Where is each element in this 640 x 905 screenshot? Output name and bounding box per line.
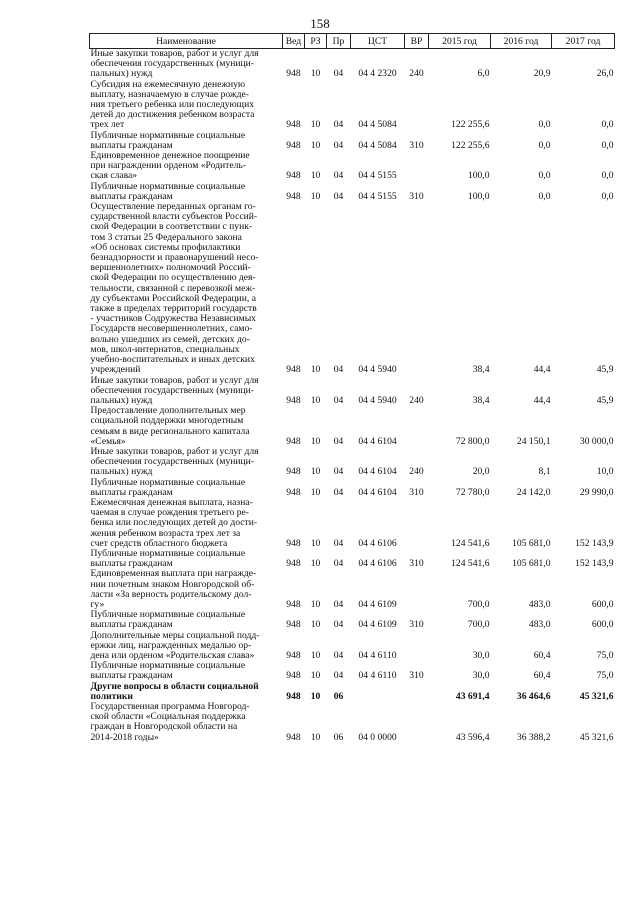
rz-cell: 10 bbox=[310, 170, 321, 182]
rz-cell: 10 bbox=[310, 486, 321, 498]
row-name-cell bbox=[90, 49, 283, 80]
value-2015-cell: 30,0 bbox=[472, 649, 490, 661]
cst-cell: 04 4 6104 bbox=[358, 466, 397, 478]
pr-cell: 04 bbox=[333, 190, 344, 202]
header-ved: Вед bbox=[283, 34, 305, 49]
vr-cell: 310 bbox=[409, 670, 424, 682]
row-name-line: дена или орденом «Родительская слава» bbox=[90, 649, 255, 661]
header-name: Наименование bbox=[90, 34, 283, 49]
value-2017-cell: 152 143,9 bbox=[575, 558, 614, 570]
ved-cell: 948 bbox=[286, 731, 301, 743]
pr-cell: 04 bbox=[333, 435, 344, 447]
row-name-cell bbox=[90, 447, 283, 478]
value-2016-cell: 44,4 bbox=[533, 394, 551, 406]
ved-cell: 948 bbox=[286, 394, 301, 406]
value-2015-cell: 6,0 bbox=[477, 68, 490, 80]
cst-cell: 04 4 6109 bbox=[358, 619, 397, 631]
row-name-line: ния третьего ребенка или последующих bbox=[90, 99, 255, 111]
table-row bbox=[90, 631, 615, 662]
table-row bbox=[90, 549, 615, 569]
row-name-line: чаемая в случае рождения третьего ре- bbox=[90, 507, 249, 519]
table-row bbox=[90, 682, 615, 702]
header-vr: ВР bbox=[405, 34, 429, 49]
row-name-line: при награждении орденом «Родитель- bbox=[90, 160, 246, 172]
row-name-line: - участников Содружества Независимых bbox=[90, 313, 256, 325]
cst-cell: 04 4 5084 bbox=[358, 119, 397, 131]
row-name-cell bbox=[90, 131, 283, 151]
row-name-line: бенка или последующих детей до дости- bbox=[90, 517, 258, 529]
row-name-line: ской области «Социальная поддержка bbox=[90, 711, 246, 723]
row-name-cell bbox=[90, 478, 283, 498]
vr-cell bbox=[405, 406, 429, 447]
rz-cell: 10 bbox=[310, 558, 321, 570]
table-body bbox=[90, 49, 615, 743]
pr-cell: 04 bbox=[333, 68, 344, 80]
row-name-line: Единовременное денежное поощрение bbox=[90, 150, 250, 162]
pr-cell: 04 bbox=[333, 558, 344, 570]
cst-cell: 04 4 5940 bbox=[358, 394, 397, 406]
value-2015-cell: 38,4 bbox=[472, 364, 490, 376]
row-name-cell bbox=[90, 80, 283, 131]
pr-cell: 04 bbox=[333, 394, 344, 406]
table-row bbox=[90, 49, 615, 80]
value-2017-cell: 10,0 bbox=[596, 466, 614, 478]
value-2017-cell: 0,0 bbox=[601, 139, 614, 151]
value-2015-cell: 20,0 bbox=[472, 466, 490, 478]
row-name-line: жения ребенком возраста трех лет за bbox=[90, 527, 241, 539]
row-name-cell bbox=[90, 610, 283, 630]
vr-cell: 240 bbox=[409, 466, 424, 478]
page-number: 158 bbox=[310, 16, 330, 31]
value-2017-cell: 0,0 bbox=[601, 170, 614, 182]
ved-cell: 948 bbox=[286, 68, 301, 80]
table-row bbox=[90, 478, 615, 498]
value-2015-cell: 124 541,6 bbox=[451, 558, 490, 570]
ved-cell: 948 bbox=[286, 537, 301, 549]
table-row bbox=[90, 406, 615, 447]
value-2015-cell: 122 255,6 bbox=[451, 139, 490, 151]
row-name-line: Дополнительные меры социальной подд- bbox=[90, 629, 260, 641]
cst-cell: 04 4 6110 bbox=[358, 670, 397, 682]
rz-cell: 10 bbox=[310, 598, 321, 610]
row-name-line: ская слава» bbox=[90, 170, 138, 182]
table-row bbox=[90, 151, 615, 182]
row-name-line: Субсидия на ежемесячную денежную bbox=[90, 78, 246, 90]
value-2017-cell: 30 000,0 bbox=[579, 435, 614, 447]
value-2015-cell: 700,0 bbox=[467, 598, 490, 610]
ved-cell: 948 bbox=[286, 190, 301, 202]
ved-cell: 948 bbox=[286, 558, 301, 570]
vr-cell bbox=[405, 498, 429, 549]
value-2016-cell: 0,0 bbox=[538, 139, 551, 151]
cst-cell: 04 4 6104 bbox=[358, 435, 397, 447]
row-name-line: Предоставление дополнительных мер bbox=[90, 405, 246, 417]
header-2016: 2016 год bbox=[491, 34, 552, 49]
row-name-line: ской Федерации в соответствии с пунк- bbox=[90, 221, 253, 233]
row-name-line: социальной поддержки многодетным bbox=[90, 415, 244, 427]
row-name-cell bbox=[90, 406, 283, 447]
cst-cell: 04 4 6109 bbox=[358, 598, 397, 610]
value-2016-cell: 483,0 bbox=[528, 598, 551, 610]
row-name-cell bbox=[90, 631, 283, 662]
pr-cell: 04 bbox=[333, 170, 344, 182]
header-2017: 2017 год bbox=[552, 34, 615, 49]
value-2016-cell: 105 681,0 bbox=[512, 537, 551, 549]
pr-cell: 06 bbox=[333, 690, 344, 702]
row-name-line: выплату, назначаемую в случае рожде- bbox=[90, 88, 249, 100]
pr-cell: 04 bbox=[333, 139, 344, 151]
rz-cell: 10 bbox=[310, 619, 321, 631]
pr-cell: 04 bbox=[333, 364, 344, 376]
table-row bbox=[90, 447, 615, 478]
vr-cell bbox=[405, 151, 429, 182]
vr-cell bbox=[405, 202, 429, 375]
value-2017-cell: 600,0 bbox=[591, 619, 614, 631]
value-2015-cell: 43 596,4 bbox=[455, 731, 490, 743]
table-row bbox=[90, 610, 615, 630]
value-2017-cell: 75,0 bbox=[596, 649, 614, 661]
table-row bbox=[90, 702, 615, 743]
value-2017-cell: 75,0 bbox=[596, 670, 614, 682]
row-name-line: вершеннолетних» полномочий Россий- bbox=[90, 262, 251, 274]
value-2016-cell: 24 142,0 bbox=[516, 486, 551, 498]
row-name-line: учебно-воспитательных и иных детских bbox=[90, 354, 255, 366]
row-name-line: выплаты гражданам bbox=[90, 670, 173, 682]
table-row bbox=[90, 182, 615, 202]
row-name-line: сударственной власти субъектов Россий- bbox=[90, 211, 258, 223]
value-2015-cell: 124 541,6 bbox=[451, 537, 490, 549]
row-name-line: Ежемесячная денежная выплата, назна- bbox=[90, 496, 253, 508]
row-name-cell bbox=[90, 702, 283, 743]
row-name-line: Осуществление переданных органам го- bbox=[90, 201, 256, 213]
row-name-line: ской Федерации по осуществлению дея- bbox=[90, 272, 256, 284]
vr-cell: 240 bbox=[409, 68, 424, 80]
row-name-line: Публичные нормативные социальные bbox=[90, 180, 246, 192]
row-name-line: Иные закупки товаров, работ и услуг для bbox=[90, 48, 259, 59]
vr-cell bbox=[405, 569, 429, 610]
row-name-line: Государств несовершеннолетних, само- bbox=[90, 323, 253, 335]
rz-cell: 10 bbox=[310, 670, 321, 682]
rz-cell: 10 bbox=[310, 119, 321, 131]
pr-cell: 04 bbox=[333, 619, 344, 631]
row-name-line: 2014-2018 годы» bbox=[90, 731, 159, 743]
table-row bbox=[90, 131, 615, 151]
rz-cell: 10 bbox=[310, 537, 321, 549]
row-name-line: Публичные нормативные социальные bbox=[90, 609, 246, 621]
rz-cell: 10 bbox=[310, 139, 321, 151]
cst-cell: 04 4 5155 bbox=[358, 190, 397, 202]
cst-cell: 04 4 6106 bbox=[358, 537, 397, 549]
value-2016-cell: 0,0 bbox=[538, 190, 551, 202]
row-name-line: пальных) нужд bbox=[90, 394, 153, 406]
row-name-line: нии почетным знаком Новгородской об- bbox=[90, 578, 255, 590]
row-name-cell bbox=[90, 498, 283, 549]
header-cst: ЦСТ bbox=[351, 34, 405, 49]
value-2017-cell: 45,9 bbox=[596, 364, 614, 376]
rz-cell: 10 bbox=[310, 364, 321, 376]
row-name-cell bbox=[90, 549, 283, 569]
value-2017-cell: 600,0 bbox=[591, 598, 614, 610]
ved-cell: 948 bbox=[286, 170, 301, 182]
value-2016-cell: 60,4 bbox=[533, 670, 551, 682]
rz-cell: 10 bbox=[310, 394, 321, 406]
row-name-line: трех лет bbox=[90, 119, 125, 131]
value-2015-cell: 100,0 bbox=[467, 190, 490, 202]
table-row bbox=[90, 498, 615, 549]
value-2015-cell: 122 255,6 bbox=[451, 119, 490, 131]
rz-cell: 10 bbox=[310, 649, 321, 661]
value-2017-cell: 45 321,6 bbox=[579, 731, 614, 743]
pr-cell: 04 bbox=[333, 119, 344, 131]
vr-cell bbox=[405, 702, 429, 743]
ved-cell: 948 bbox=[286, 670, 301, 682]
vr-cell: 310 bbox=[409, 139, 424, 151]
cst-cell: 04 0 0000 bbox=[358, 731, 397, 743]
table-row bbox=[90, 376, 615, 407]
header-2015: 2015 год bbox=[429, 34, 491, 49]
ved-cell: 948 bbox=[286, 619, 301, 631]
vr-cell: 310 bbox=[409, 190, 424, 202]
row-name-line: Публичные нормативные социальные bbox=[90, 476, 246, 488]
value-2015-cell: 72 780,0 bbox=[455, 486, 490, 498]
table-row bbox=[90, 202, 615, 375]
row-name-line: безнадзорности и правонарушений несо- bbox=[90, 252, 259, 264]
value-2017-cell: 45,9 bbox=[596, 394, 614, 406]
row-name-cell bbox=[90, 182, 283, 202]
value-2015-cell: 38,4 bbox=[472, 394, 490, 406]
value-2016-cell: 24 150,1 bbox=[516, 435, 551, 447]
row-name-line: семьям в виде регионального капитала bbox=[90, 425, 250, 437]
row-name-line: «Семья» bbox=[90, 435, 126, 447]
ved-cell: 948 bbox=[286, 486, 301, 498]
value-2016-cell: 20,9 bbox=[533, 68, 551, 80]
pr-cell: 04 bbox=[333, 670, 344, 682]
ved-cell: 948 bbox=[286, 139, 301, 151]
row-name-line: обеспечения государственных (муници- bbox=[90, 58, 255, 70]
pr-cell: 04 bbox=[333, 537, 344, 549]
vr-cell bbox=[405, 682, 429, 702]
header-pr: Пр bbox=[327, 34, 351, 49]
rz-cell: 10 bbox=[310, 466, 321, 478]
table-row bbox=[90, 569, 615, 610]
vr-cell bbox=[405, 80, 429, 131]
row-name-line: пальных) нужд bbox=[90, 68, 153, 80]
pr-cell: 04 bbox=[333, 466, 344, 478]
row-name-line: также в пределах территорий государств bbox=[90, 303, 257, 315]
row-name-line: Публичные нормативные социальные bbox=[90, 547, 246, 559]
row-name-line: обеспечения государственных (муници- bbox=[90, 456, 255, 468]
row-name-line: выплаты гражданам bbox=[90, 486, 173, 498]
cst-cell: 04 4 2320 bbox=[358, 68, 397, 80]
row-name-cell bbox=[90, 151, 283, 182]
value-2015-cell: 30,0 bbox=[472, 670, 490, 682]
rz-cell: 10 bbox=[310, 435, 321, 447]
cst-cell: 04 4 6104 bbox=[358, 486, 397, 498]
row-name-cell bbox=[90, 376, 283, 407]
ved-cell: 948 bbox=[286, 690, 301, 702]
pr-cell: 04 bbox=[333, 598, 344, 610]
cst-cell: 04 4 5155 bbox=[358, 170, 397, 182]
cst-cell bbox=[351, 682, 405, 702]
vr-cell: 240 bbox=[409, 394, 424, 406]
value-2017-cell: 45 321,6 bbox=[579, 690, 614, 702]
value-2017-cell: 152 143,9 bbox=[575, 537, 614, 549]
row-name-line: граждан в Новгородской области на bbox=[90, 721, 238, 733]
row-name-cell bbox=[90, 661, 283, 681]
value-2015-cell: 43 691,4 bbox=[455, 690, 490, 702]
row-name-line: выплаты гражданам bbox=[90, 190, 173, 202]
row-name-line: гу» bbox=[90, 598, 105, 610]
row-name-line: выплаты гражданам bbox=[90, 139, 173, 151]
cst-cell: 04 4 6106 bbox=[358, 558, 397, 570]
table-row bbox=[90, 80, 615, 131]
ved-cell: 948 bbox=[286, 598, 301, 610]
row-name-line: ласти «За верность родительскому дол- bbox=[90, 588, 252, 600]
value-2016-cell: 44,4 bbox=[533, 364, 551, 376]
table-header-row bbox=[90, 34, 615, 49]
row-name-line: том 3 статьи 25 Федерального закона bbox=[90, 231, 242, 243]
value-2017-cell: 0,0 bbox=[601, 190, 614, 202]
row-name-line: Публичные нормативные социальные bbox=[90, 129, 246, 141]
row-name-cell bbox=[90, 682, 283, 702]
value-2017-cell: 0,0 bbox=[601, 119, 614, 131]
row-name-line: ержки лиц, награжденных медалью ор- bbox=[90, 639, 252, 651]
row-name-line: детей до достижения ребенком возраста bbox=[90, 109, 255, 121]
ved-cell: 948 bbox=[286, 466, 301, 478]
value-2015-cell: 100,0 bbox=[467, 170, 490, 182]
value-2016-cell: 105 681,0 bbox=[512, 558, 551, 570]
value-2016-cell: 36 464,6 bbox=[516, 690, 551, 702]
row-name-line: тельности, связанной с перевозкой меж- bbox=[90, 282, 256, 294]
row-name-line: политики bbox=[90, 690, 133, 702]
rz-cell: 10 bbox=[310, 190, 321, 202]
value-2016-cell: 8,1 bbox=[538, 466, 551, 478]
vr-cell: 310 bbox=[409, 558, 424, 570]
table-row bbox=[90, 661, 615, 681]
ved-cell: 948 bbox=[286, 435, 301, 447]
row-name-line: выплаты гражданам bbox=[90, 558, 173, 570]
rz-cell: 10 bbox=[310, 68, 321, 80]
row-name-line: Иные закупки товаров, работ и услуг для bbox=[90, 445, 259, 457]
value-2016-cell: 0,0 bbox=[538, 170, 551, 182]
row-name-cell bbox=[90, 202, 283, 375]
vr-cell: 310 bbox=[409, 619, 424, 631]
value-2016-cell: 36 388,2 bbox=[516, 731, 551, 743]
value-2015-cell: 72 800,0 bbox=[455, 435, 490, 447]
value-2016-cell: 483,0 bbox=[528, 619, 551, 631]
row-name-line: Иные закупки товаров, работ и услуг для bbox=[90, 374, 259, 386]
row-name-line: «Об основах системы профилактики bbox=[90, 241, 241, 253]
value-2017-cell: 26,0 bbox=[596, 68, 614, 80]
value-2016-cell: 60,4 bbox=[533, 649, 551, 661]
row-name-line: обеспечения государственных (муници- bbox=[90, 384, 255, 396]
ved-cell: 948 bbox=[286, 119, 301, 131]
ved-cell: 948 bbox=[286, 649, 301, 661]
row-name-line: учреждений bbox=[90, 364, 141, 376]
vr-cell: 310 bbox=[409, 486, 424, 498]
row-name-cell bbox=[90, 569, 283, 610]
budget-table bbox=[89, 33, 615, 743]
row-name-line: счет средств областного бюджета bbox=[90, 537, 228, 549]
row-name-line: Единовременная выплата при награжде- bbox=[90, 568, 257, 580]
cst-cell: 04 4 5084 bbox=[358, 139, 397, 151]
row-name-line: Публичные нормативные социальные bbox=[90, 660, 246, 672]
cst-cell: 04 4 6110 bbox=[358, 649, 397, 661]
rz-cell: 10 bbox=[310, 731, 321, 743]
pr-cell: 04 bbox=[333, 649, 344, 661]
cst-cell: 04 4 5940 bbox=[358, 364, 397, 376]
rz-cell: 10 bbox=[310, 690, 321, 702]
row-name-line: Другие вопросы в области социальной bbox=[90, 680, 259, 692]
value-2017-cell: 29 990,0 bbox=[579, 486, 614, 498]
pr-cell: 06 bbox=[333, 731, 344, 743]
value-2016-cell: 0,0 bbox=[538, 119, 551, 131]
row-name-line: мов, школ-интернатов, специальных bbox=[90, 343, 240, 355]
row-name-line: выплаты гражданам bbox=[90, 619, 173, 631]
header-rz: РЗ bbox=[305, 34, 327, 49]
vr-cell bbox=[405, 631, 429, 662]
pr-cell: 04 bbox=[333, 486, 344, 498]
row-name-line: Государственная программа Новгород- bbox=[90, 701, 250, 712]
row-name-line: вольно ушедших из семей, детских до- bbox=[90, 333, 250, 345]
value-2015-cell: 700,0 bbox=[467, 619, 490, 631]
row-name-line: пальных) нужд bbox=[90, 466, 153, 478]
ved-cell: 948 bbox=[286, 364, 301, 376]
row-name-line: ду субъектами Российской Федерации, а bbox=[90, 292, 256, 304]
